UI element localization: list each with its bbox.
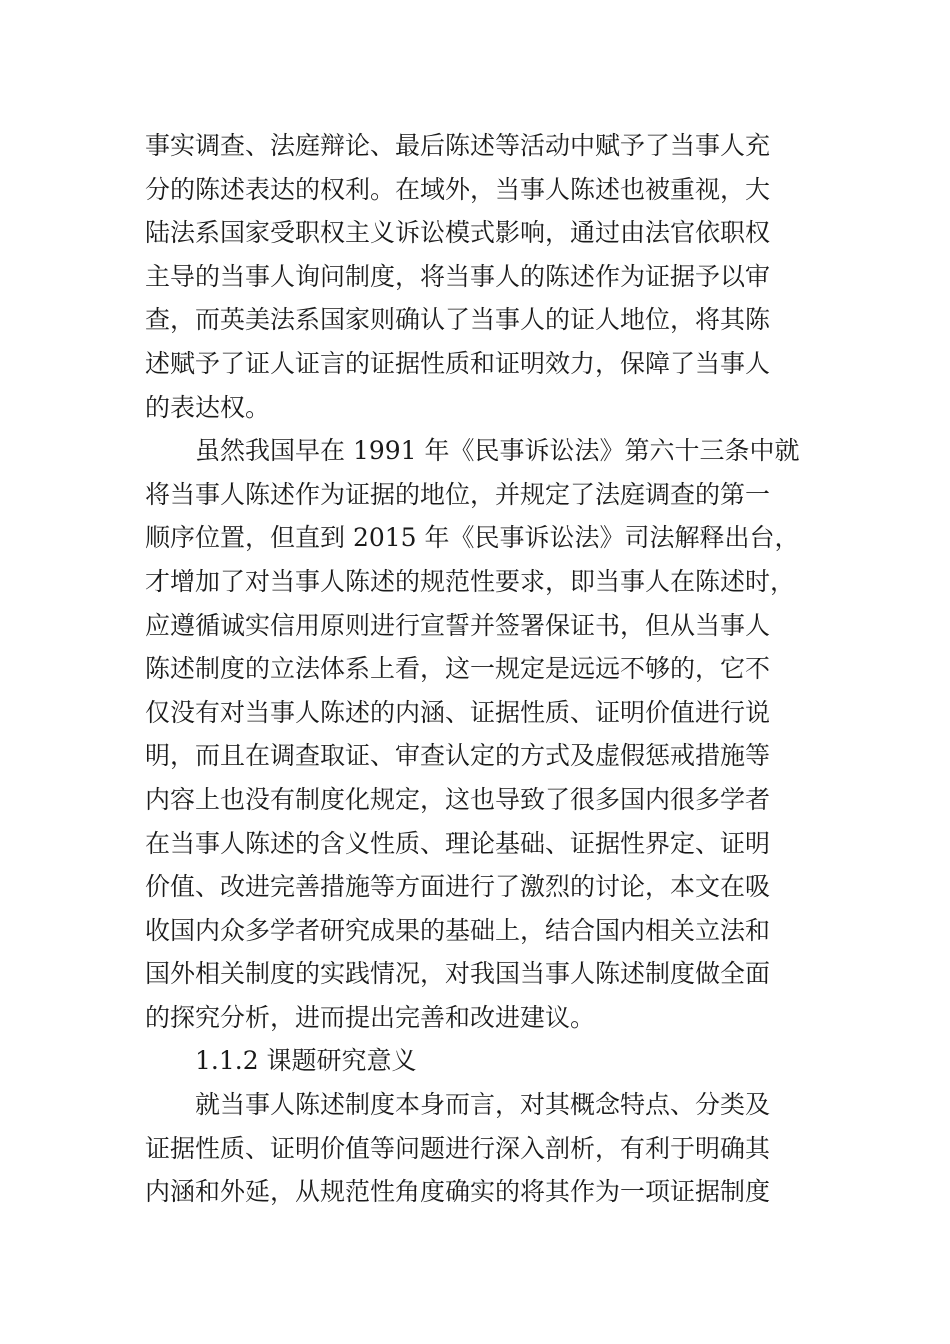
text-line: 在当事人陈述的含义性质、理论基础、证据性界定、证明 bbox=[145, 828, 771, 858]
text-line: 顺序位置，但直到 2015 年《民事诉讼法》司法解释出台， bbox=[145, 523, 800, 553]
text-line: 述赋予了证人证言的证据性质和证明效力，保障了当事人 bbox=[145, 348, 771, 378]
paragraph-3 bbox=[145, 1083, 805, 1214]
text-line: 明，而且在调查取证、审查认定的方式及虚假惩戒措施等 bbox=[145, 741, 771, 771]
text-line: 仅没有对当事人陈述的内涵、证据性质、证明价值进行说 bbox=[145, 697, 771, 727]
text-line: 的探究分析，进而提出完善和改进建议。 bbox=[145, 1002, 596, 1032]
text-line: 分的陈述表达的权利。在域外，当事人陈述也被重视，大 bbox=[145, 174, 771, 204]
text-line: 虽然我国早在 1991 年《民事诉讼法》第六十三条中就 bbox=[195, 436, 800, 466]
text-line: 证据性质、证明价值等问题进行深入剖析，有利于明确其 bbox=[145, 1133, 771, 1163]
text-line: 国外相关制度的实践情况，对我国当事人陈述制度做全面 bbox=[145, 959, 771, 989]
text-line: 价值、改进完善措施等方面进行了激烈的讨论，本文在吸 bbox=[145, 872, 771, 902]
document-body bbox=[145, 124, 805, 1214]
text-line: 的表达权。 bbox=[145, 392, 271, 422]
text-line: 内涵和外延，从规范性角度确实的将其作为一项证据制度 bbox=[145, 1177, 771, 1207]
text-line: 主导的当事人询问制度，将当事人的陈述作为证据予以审 bbox=[145, 261, 771, 291]
text-line: 事实调查、法庭辩论、最后陈述等活动中赋予了当事人充 bbox=[145, 131, 771, 160]
text-line: 收国内众多学者研究成果的基础上，结合国内相关立法和 bbox=[145, 915, 771, 945]
text-line: 内容上也没有制度化规定，这也导致了很多国内很多学者 bbox=[145, 784, 771, 814]
text-line: 就当事人陈述制度本身而言，对其概念特点、分类及 bbox=[195, 1090, 771, 1120]
text-line: 陈述制度的立法体系上看，这一规定是远远不够的，它不 bbox=[145, 654, 771, 684]
paragraph-2 bbox=[145, 429, 805, 1039]
paragraph-1 bbox=[145, 124, 805, 429]
text-line: 将当事人陈述作为证据的地位，并规定了法庭调查的第一 bbox=[145, 479, 771, 509]
section-heading: 1.1.2 课题研究意义 bbox=[195, 1046, 417, 1076]
text-line: 查，而英美法系国家则确认了当事人的证人地位，将其陈 bbox=[145, 305, 771, 335]
text-line: 陆法系国家受职权主义诉讼模式影响，通过由法官依职权 bbox=[145, 218, 771, 248]
text-line: 应遵循诚实信用原则进行宣誓并签署保证书，但从当事人 bbox=[145, 610, 771, 640]
text-line: 才增加了对当事人陈述的规范性要求，即当事人在陈述时， bbox=[145, 566, 796, 596]
